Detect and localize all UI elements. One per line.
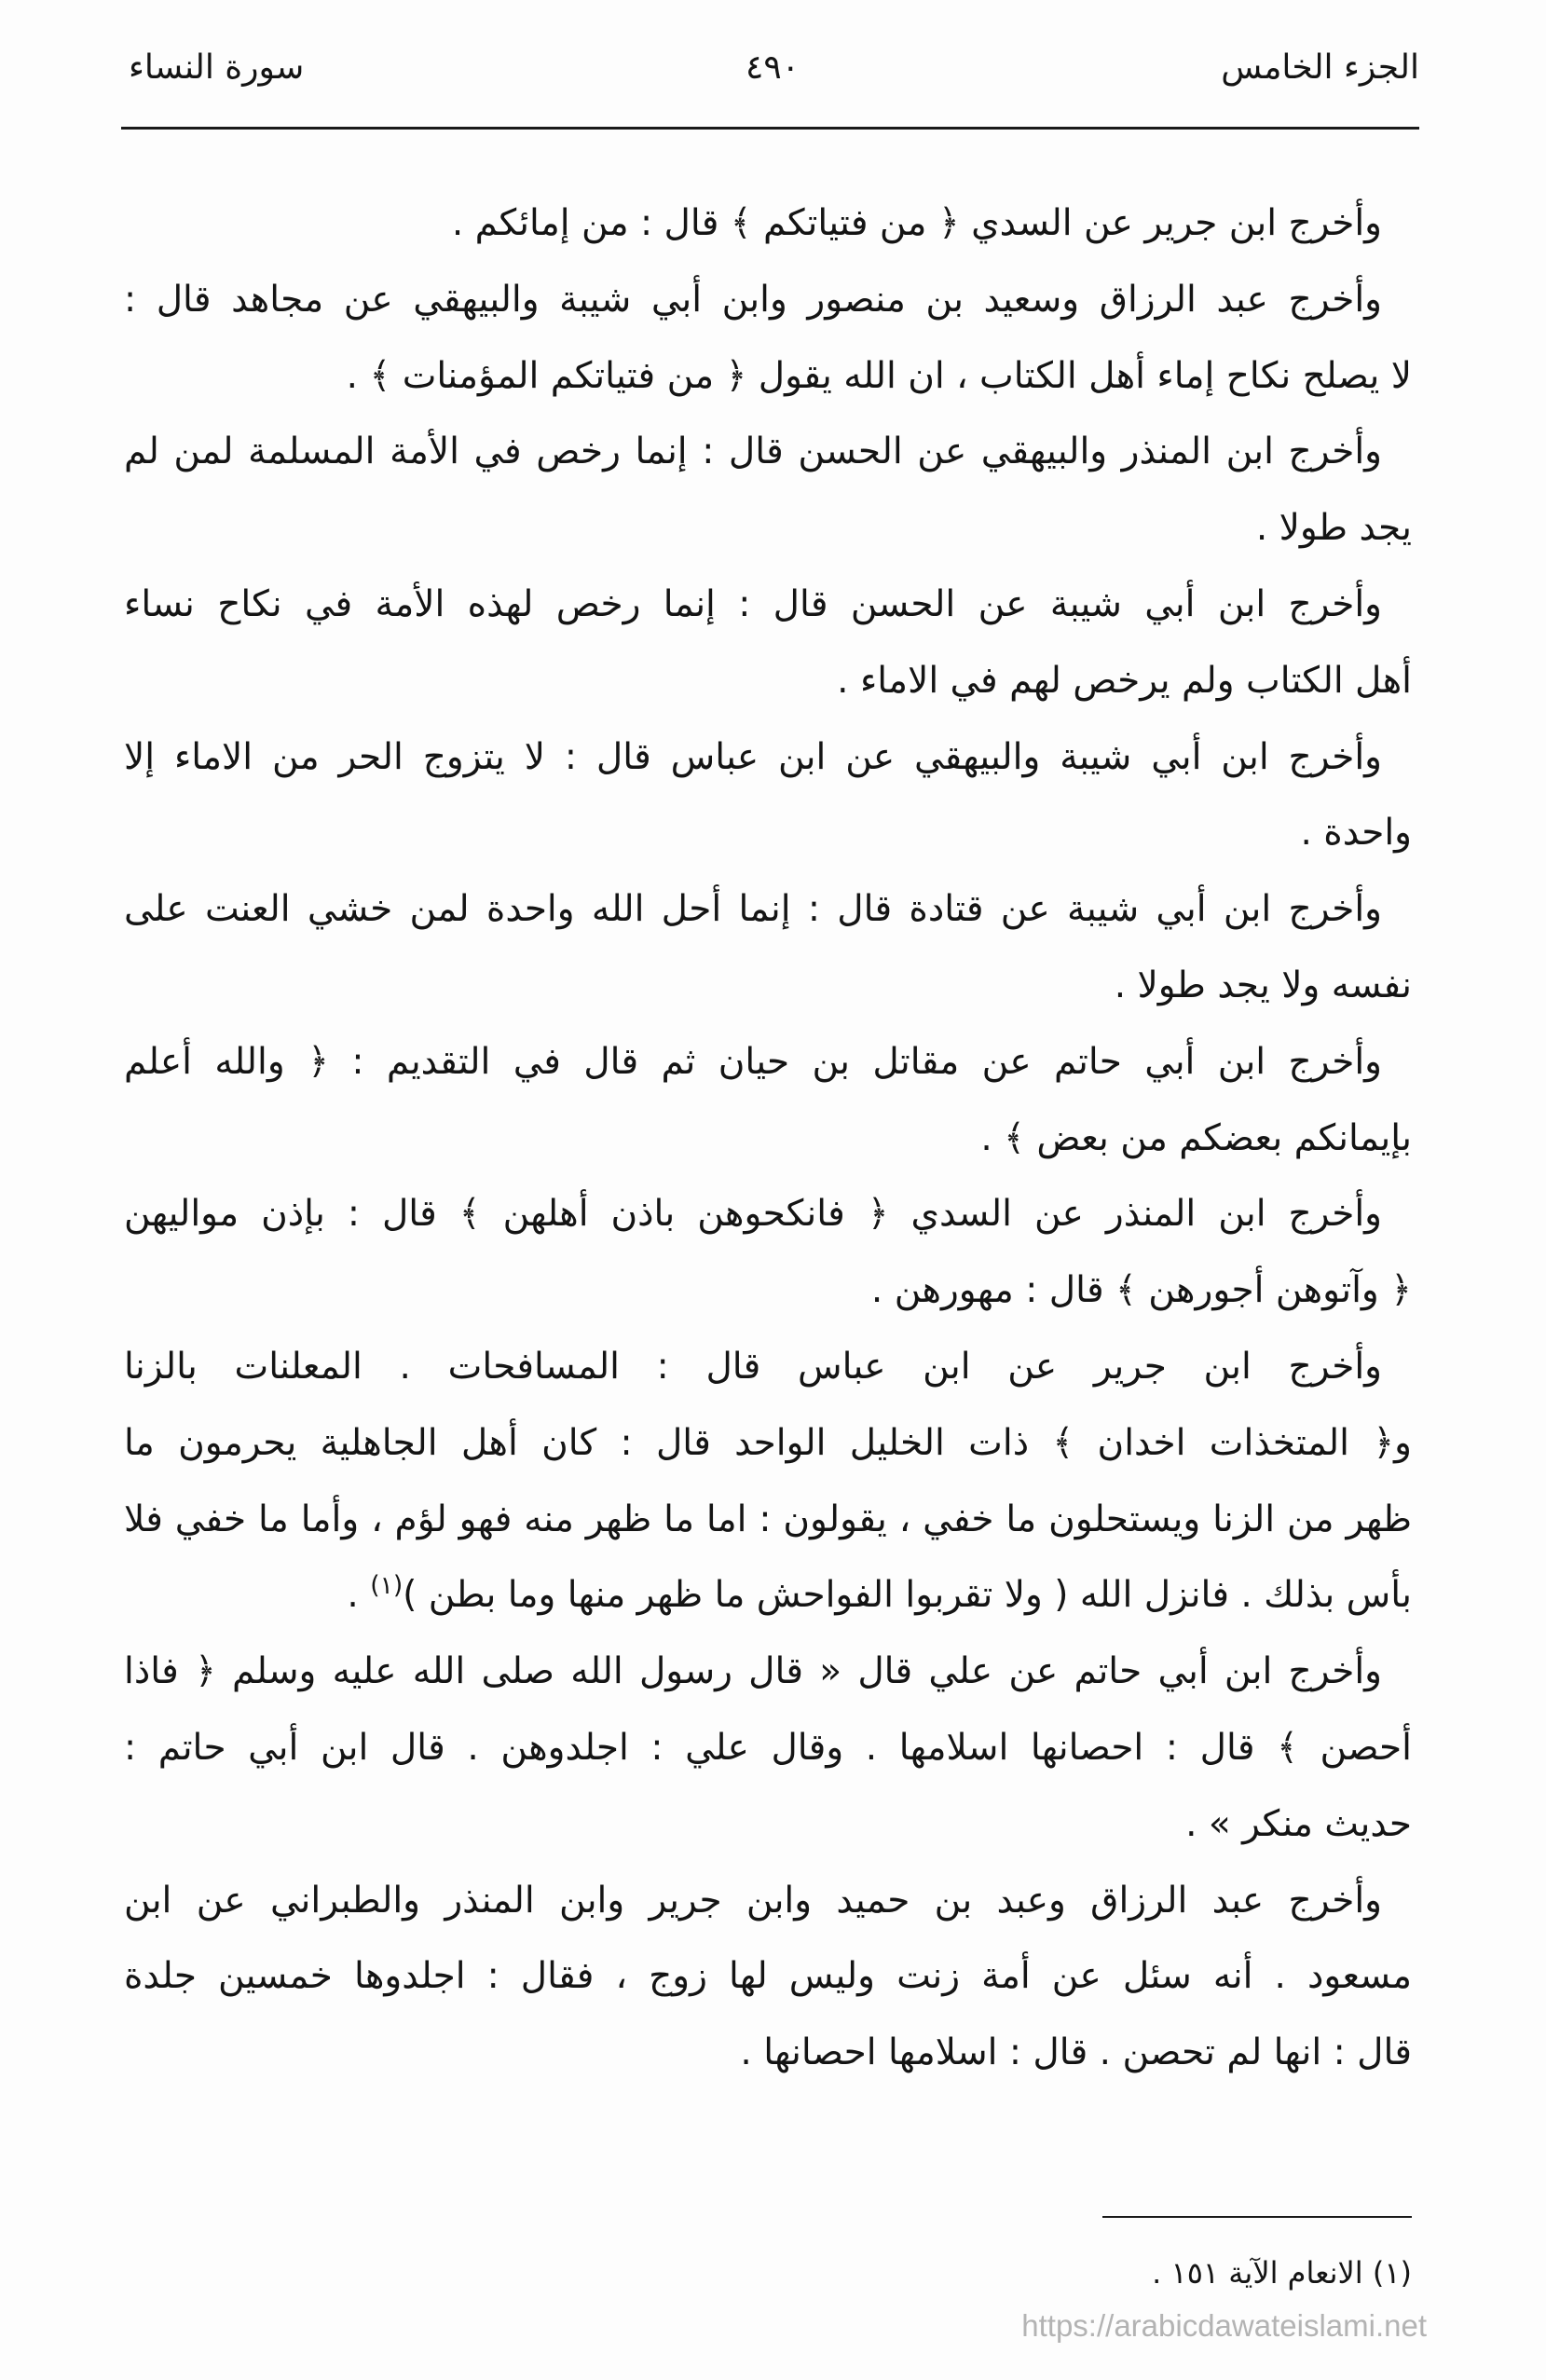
- text-line: وأخرج ابن أبي شيبة والبيهقي عن ابن عباس قال : لا يتزوج الحر من الاماء إلا: [124, 735, 1382, 778]
- footnote-marker: (١): [1372, 2255, 1412, 2291]
- footnote-reference: (١): [370, 1570, 404, 1600]
- footnote-text: الانعام الآية ١٥١ .: [1152, 2255, 1363, 2291]
- text-segment: بأس بذلك . فانزل الله ( ولا تقربوا الفواحش ما ظهر منها وما بطن ): [403, 1574, 1412, 1617]
- text-line: [124, 1557, 1412, 1634]
- page-number: ٤٩٠: [745, 48, 800, 87]
- text-line: وأخرج عبد الرزاق وسعيد بن منصور وابن أبي شيبة والبيهقي عن مجاهد قال :: [124, 278, 1382, 321]
- text-line: نفسه ولا يجد طولا .: [1114, 964, 1412, 1006]
- paragraph: [124, 1863, 1412, 2091]
- text-line: بإيمانكم بعضكم من بعض ﴾ .: [980, 1116, 1412, 1159]
- text-line: قال : انها لم تحصن . قال : اسلامها احصانها .: [740, 2031, 1412, 2074]
- text-line: حديث منكر » .: [1185, 1802, 1412, 1845]
- text-line: ﴿ وآتوهن أجورهن ﴾ قال : مهورهن .: [870, 1269, 1412, 1312]
- text-line: أحصن ﴾ قال : احصانها اسلامها . وقال علي : اجلدوهن . قال ابن أبي حاتم :: [124, 1726, 1412, 1769]
- paragraph: [124, 1176, 1412, 1329]
- text-line: وأخرج ابن أبي شيبة عن قتادة قال : إنما أحل الله واحدة لمن خشي العنت على: [124, 888, 1382, 931]
- text-line: أهل الكتاب ولم يرخص لهم في الاماء .: [837, 659, 1412, 702]
- text-line: وأخرج ابن المنذر والبيهقي عن الحسن قال : إنما رخص في الأمة المسلمة لمن لم: [124, 431, 1382, 473]
- text-body: [124, 185, 1412, 2091]
- text-segment: .: [347, 1574, 371, 1617]
- footnote-rule: [1102, 2216, 1412, 2218]
- paragraph: [124, 1634, 1412, 1862]
- paragraph: [124, 262, 1412, 415]
- paragraph: [124, 871, 1412, 1024]
- text-line: مسعود . أنه سئل عن أمة زنت وليس لها زوج ، فقال : اجلدوها خمسين جلدة: [124, 1955, 1412, 1998]
- text-line: وأخرج ابن أبي حاتم عن مقاتل بن حيان ثم قال في التقديم : ﴿ والله أعلم: [124, 1040, 1382, 1083]
- paragraph: [124, 1024, 1412, 1177]
- paragraph: [124, 414, 1412, 567]
- text-line: ظهر من الزنا ويستحلون ما خفي ، يقولون : اما ما ظهر منه فهو لؤم ، وأما ما خفي فلا: [124, 1498, 1412, 1540]
- paragraph: [124, 1329, 1412, 1634]
- text-line: وأخرج ابن جرير عن ابن عباس قال : المسافحات . المعلنات بالزنا: [124, 1345, 1382, 1388]
- text-line: يجد طولا .: [1255, 507, 1412, 550]
- part-title: الجزء الخامس: [1221, 48, 1419, 87]
- paragraph: [124, 567, 1412, 719]
- text-line: وأخرج عبد الرزاق وعبد بن حميد وابن جرير وابن المنذر والطبراني عن ابن: [124, 1879, 1382, 1922]
- text-line: و﴿ المتخذات اخدان ﴾ ذات الخليل الواحد قال : كان أهل الجاهلية يحرمون ما: [124, 1421, 1412, 1464]
- surah-title: سورة النساء: [129, 48, 305, 87]
- text-line: وأخرج ابن جرير عن السدي ﴿ من فتياتكم ﴾ قال : من إمائكم .: [451, 202, 1382, 244]
- text-line: واحدة .: [1300, 812, 1412, 855]
- text-line: لا يصلح نكاح إماء أهل الكتاب ، ان الله يقول ﴿ من فتياتكم المؤمنات ﴾ .: [346, 354, 1412, 397]
- paragraph: [124, 719, 1412, 872]
- header-rule: [121, 127, 1419, 130]
- text-line: وأخرج ابن أبي حاتم عن علي قال « قال رسول الله صلى الله عليه وسلم ﴿ فاذا: [124, 1650, 1382, 1693]
- footnote: [1152, 2250, 1412, 2295]
- text-line: وأخرج ابن أبي شيبة عن الحسن قال : إنما رخص لهذه الأمة في نكاح نساء: [124, 582, 1382, 625]
- paragraph: [124, 185, 1412, 262]
- text-line: وأخرج ابن المنذر عن السدي ﴿ فانكحوهن باذن أهلهن ﴾ قال : بإذن مواليهن: [124, 1193, 1382, 1236]
- watermark: https://arabicdawateislami.net: [1021, 2308, 1427, 2343]
